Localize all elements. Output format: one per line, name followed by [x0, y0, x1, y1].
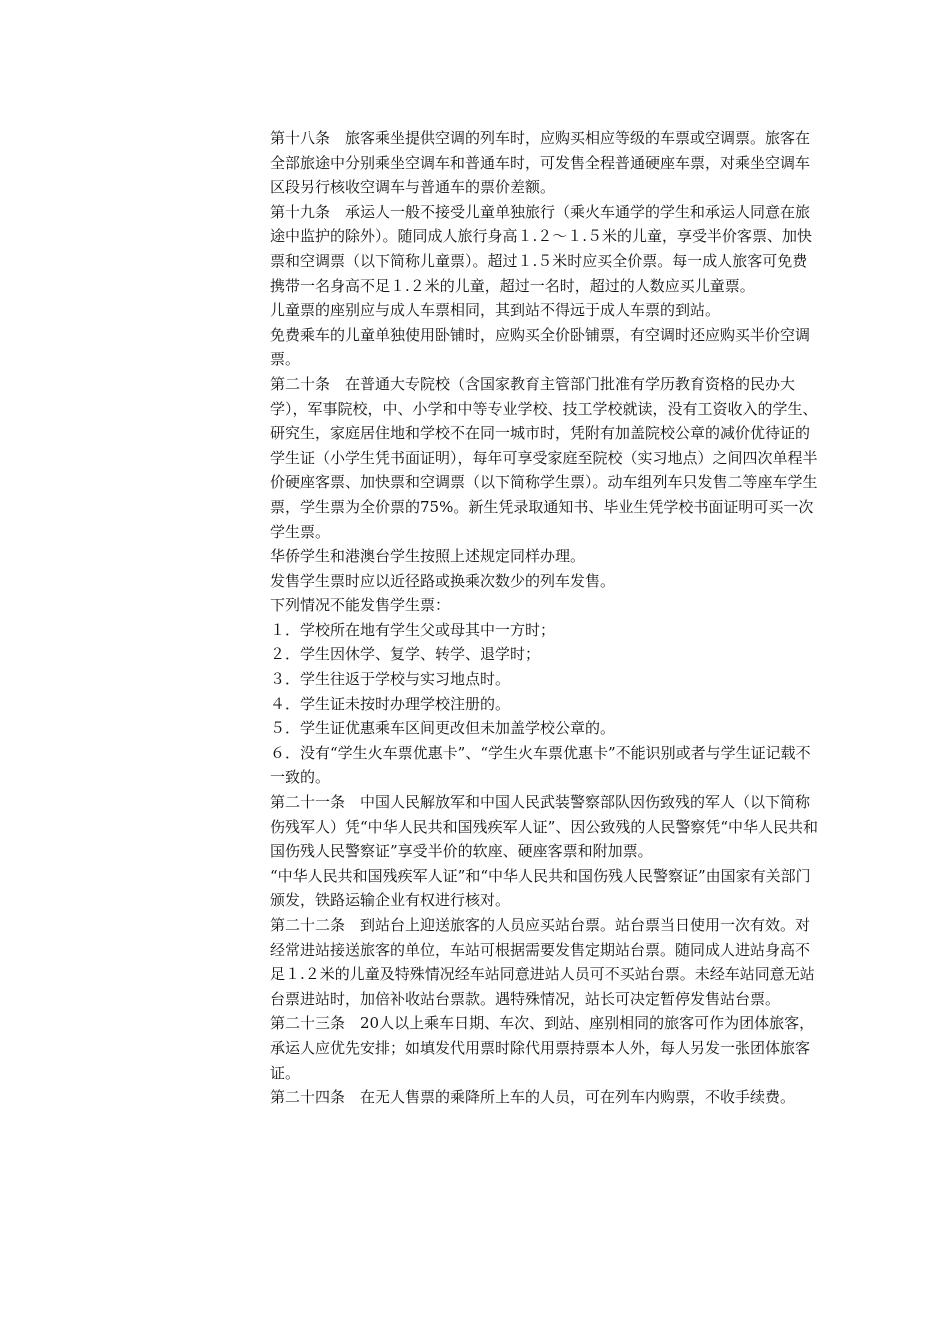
child-sleeper-paragraph: 免费乘车的儿童单独使用卧铺时，应购买全价卧铺票，有空调时还应购买半价空调票。	[270, 325, 811, 369]
article-23-paragraph: 第二十三条 20人以上乘车日期、车次、到站、座别相同的旅客可作为团体旅客，承运人应优先安排；如填发代用票时除代用票持票本人外，每人另发一张团体旅客证。	[270, 1014, 815, 1082]
exclusion-item-1: １．学校所在地有学生父或母其中一方时；	[270, 620, 556, 639]
article-24-paragraph: 第二十四条 在无人售票的乘降所上车的人员，可在列车内购票，不收手续费。	[270, 1088, 796, 1107]
article-18-paragraph: 第十八条 旅客乘坐提供空调的列车时，应购买相应等级的车票或空调票。旅客在全部旅途中分别乘坐空调车和普通车时，可发售全程普通硬座车票，对乘坐空调车区段另行核收空调车与普通车的票价差额。	[270, 129, 811, 197]
article-22-paragraph: 第二十二条 到站台上迎送旅客的人员应买站台票。站台票当日使用一次有效。对经常进站接送旅客的单位，车站可根据需要发售定期站台票。随同成人进站身高不足１.２米的儿童及特殊情况经车站同意进站人员可不买站台票。未经车站同意无站台票进站时，加倍补收站台票款。遇特殊情况，站长可决定暂停发售站台票。	[270, 916, 815, 1008]
overseas-students-paragraph: 华侨学生和港澳台学生按照上述规定同样办理。	[270, 547, 586, 566]
document-body	[270, 126, 820, 1110]
exclusion-item-6: ６．没有“学生火车票优惠卡”、“学生火车票优惠卡”不能识别或者与学生证记载不一致的。	[270, 743, 811, 787]
child-ticket-seat-paragraph: 儿童票的座别应与成人车票相同，其到站不得远于成人车票的到站。	[270, 301, 721, 320]
student-ticket-route-paragraph: 发售学生票时应以近径路或换乘次数少的列车发售。	[270, 571, 616, 590]
exclusions-heading: 下列情况不能发售学生票：	[270, 596, 451, 615]
exclusion-item-5: ５．学生证优惠乘车区间更改但未加盖学校公章的。	[270, 719, 616, 738]
disability-certificate-paragraph: “中华人民共和国残疾军人证”和“中华人民共和国伤残人民警察证”由国家有关部门颁发，铁路运输企业有权进行核对。	[270, 866, 811, 910]
exclusion-item-3: ３．学生往返于学校与实习地点时。	[270, 670, 511, 689]
exclusion-item-4: ４．学生证未按时办理学校注册的。	[270, 694, 511, 713]
article-19-paragraph: 第十九条 承运人一般不接受儿童单独旅行（乘火车通学的学生和承运人同意在旅途中监护的除外）。随同成人旅行身高１.２～１.５米的儿童，享受半价客票、加快票和空调票（以下简称儿童票）。超过１.５米时应买全价票。每一成人旅客可免费携带一名身高不足１.２米的儿童，超过一名时，超过的人数应买儿童票。	[270, 202, 813, 295]
article-20-paragraph: 第二十条 在普通大专院校（含国家教育主管部门批准有学历教育资格的民办大学），军事院校，中、小学和中等专业学校、技工学校就读，没有工资收入的学生、研究生，家庭居住地和学校不在同一城市时，凭附有加盖院校公章的减价优待证的学生证（小学生凭书面证明），每年可享受家庭至院校（实习地点）之间四次单程半价硬座客票、加快票和空调票（以下简称学生票）。动车组列车只发售二等座车学生票，学生票为全价票的75%。新生凭录取通知书、毕业生凭学校书面证明可买一次学生票。	[270, 374, 818, 541]
article-21-paragraph: 第二十一条 中国人民解放军和中国人民武装警察部队因伤致残的军人（以下简称伤残军人）凭“中华人民共和国残疾军人证”、因公致残的人民警察凭“中华人民共和国伤残人民警察证”享受半价的软座、硬座客票和附加票。	[270, 793, 819, 861]
exclusion-item-2: ２．学生因休学、复学、转学、退学时；	[270, 645, 541, 664]
